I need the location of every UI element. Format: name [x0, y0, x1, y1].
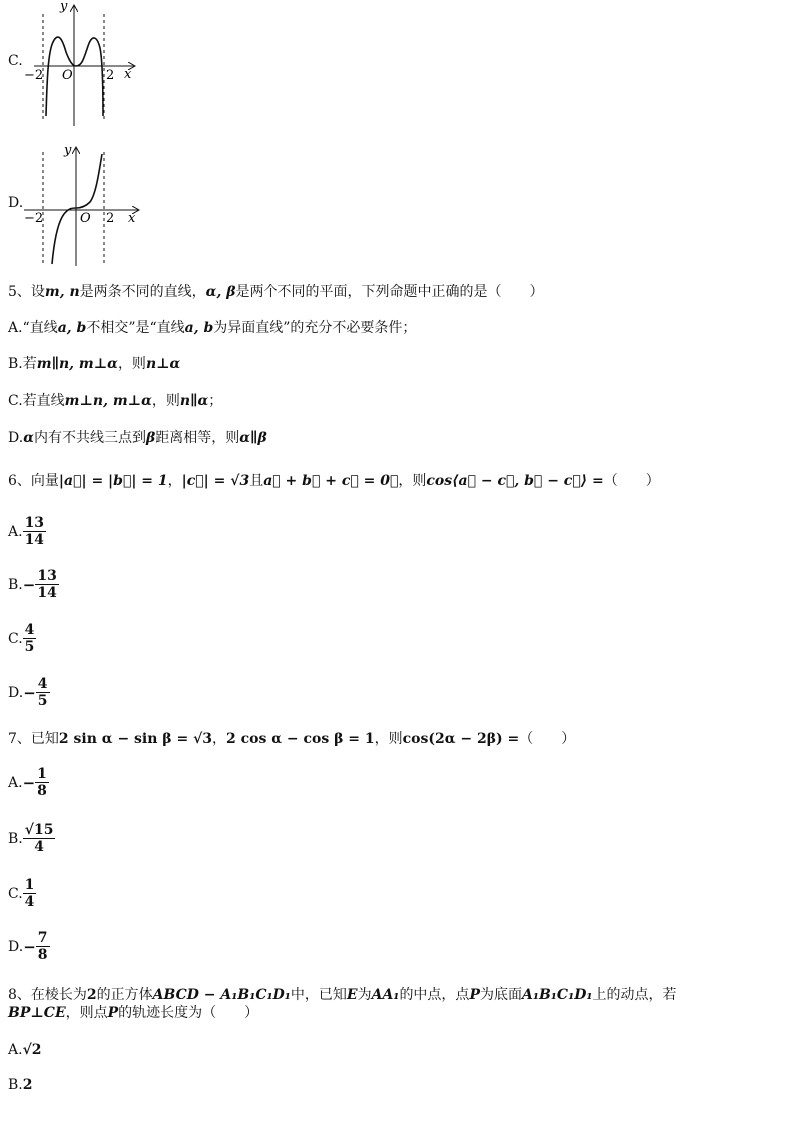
- q7-text-2: （ ）: [519, 731, 576, 747]
- q8-cube-name: ABCD − A₁B₁C₁D₁: [152, 987, 291, 1003]
- q6-c-fraction: [23, 622, 37, 656]
- q8-option-a: [8, 1040, 42, 1060]
- q7-expr-1: 2 sin α − sin β = √3: [58, 731, 213, 747]
- q6-c-numerator: 4: [24, 622, 35, 638]
- q8-stem-line-1: [8, 985, 676, 1005]
- q6-d-label: D.: [8, 685, 24, 701]
- graph-c-tick-left: −2: [24, 68, 44, 83]
- q8-line2-point-p: P: [107, 1005, 119, 1021]
- q8-segment-aa1: AA₁: [371, 987, 400, 1003]
- q8-option-b: [8, 1075, 33, 1095]
- q6-c-label: C.: [8, 631, 23, 647]
- graph-option-c: [6, 0, 146, 130]
- q6-text-2: ，则: [398, 473, 427, 489]
- q5-c-text-3: ；: [208, 393, 223, 409]
- q6-text-1: 且: [249, 473, 264, 489]
- q8-line2-text-2: 的轨迹长度为（ ）: [118, 1005, 259, 1021]
- q6-sep: ，: [167, 473, 182, 489]
- q5-d-text-2: 内有不共线三点到: [33, 430, 146, 446]
- graph-c-label: C.: [8, 53, 23, 69]
- q8-number: 8、在棱长为: [8, 987, 87, 1003]
- q7-b-denominator: 4: [23, 838, 56, 856]
- q6-option-b: [8, 568, 59, 602]
- q8-a-label: A.: [8, 1042, 23, 1058]
- q6-c-denominator: 5: [24, 639, 35, 655]
- q8-text-4: 的中点，点: [399, 987, 470, 1003]
- q7-d-label: D.: [8, 939, 24, 955]
- graph-d-tick-right: 2: [106, 211, 115, 226]
- q7-option-d: [8, 930, 50, 964]
- graph-d-x-label: x: [128, 211, 136, 226]
- graph-d-origin: O: [80, 211, 91, 226]
- q5-a-text-2: 不相交”是“直线: [86, 320, 185, 336]
- q7-c-denominator: 4: [24, 894, 35, 910]
- q5-lines-expr: m, n: [44, 284, 80, 300]
- q7-a-numerator: 1: [37, 766, 47, 782]
- q7-d-sign: −: [23, 938, 36, 956]
- q5-option-a: [8, 318, 416, 338]
- q5-stem: [8, 282, 544, 302]
- q8-text-6: 上的动点，若: [592, 987, 677, 1003]
- q8-stem-line-2: [8, 1003, 258, 1023]
- q7-c-label: C.: [8, 886, 23, 902]
- q7-d-denominator: 8: [37, 947, 48, 963]
- graph-c-origin: O: [62, 68, 73, 83]
- q7-b-numerator: √15: [24, 822, 54, 838]
- q7-option-a: [8, 766, 49, 800]
- q6-stem: [8, 471, 660, 491]
- q7-b-label: B.: [8, 831, 23, 847]
- q5-d-expr-3: α∥β: [239, 430, 267, 446]
- graph-d-y-label: y: [64, 143, 72, 158]
- q5-d-expr-1: α: [23, 430, 34, 446]
- q5-option-d: [8, 428, 267, 448]
- q5-a-expr-1: a, b: [57, 320, 87, 336]
- q7-a-label: A.: [8, 775, 23, 791]
- q5-a-expr-2: a, b: [184, 320, 214, 336]
- q5-d-text-3: 距离相等，则: [155, 430, 240, 446]
- q5-d-expr-2: β: [145, 430, 156, 446]
- q6-b-sign: −: [22, 576, 36, 594]
- q7-expr-3: cos(2α − 2β) =: [402, 731, 520, 747]
- q5-a-text-1: A.“直线: [8, 320, 58, 336]
- q6-a-label: A.: [8, 524, 23, 540]
- q7-b-fraction: [23, 822, 56, 856]
- q6-d-denominator: 5: [37, 693, 48, 709]
- q5-c-expr-1: m⊥n, m⊥α: [64, 393, 152, 409]
- q8-base-face: A₁B₁C₁D₁: [521, 987, 593, 1003]
- graph-c-plot: [6, 0, 146, 130]
- q7-sep: ，: [212, 731, 227, 747]
- q5-a-text-3: 为异面直线”的充分不必要条件；: [213, 320, 417, 336]
- q8-text-3: 为: [357, 987, 372, 1003]
- q7-c-fraction: [23, 877, 37, 911]
- q5-c-expr-2: n∥α: [179, 393, 209, 409]
- graph-c-tick-right: 2: [106, 68, 115, 83]
- graph-d-tick-left: −2: [24, 211, 44, 226]
- q8-line2-text-1: ，则点: [65, 1005, 108, 1021]
- graph-d-plot: [6, 142, 146, 268]
- q7-text-1: ，则: [374, 731, 403, 747]
- q5-stem-text-2: 是两个不同的平面，下列命题中正确的是（ ）: [235, 284, 544, 300]
- graph-d-label: D.: [8, 195, 24, 211]
- q6-b-fraction: [35, 568, 58, 602]
- q6-expr-1: |a⃗| = |b⃗| = 1: [58, 473, 168, 489]
- q7-d-numerator: 7: [37, 930, 48, 946]
- q5-number: 5、设: [8, 284, 45, 300]
- q5-option-c: [8, 391, 222, 411]
- q7-stem: [8, 729, 575, 749]
- q6-d-sign: −: [23, 684, 36, 702]
- q7-c-numerator: 1: [24, 877, 35, 893]
- q6-a-denominator: 14: [24, 532, 45, 548]
- q5-option-b: [8, 354, 180, 374]
- q8-b-value: 2: [22, 1077, 33, 1093]
- graph-c-y-label: y: [60, 0, 68, 14]
- q7-a-denominator: 8: [37, 783, 47, 799]
- q6-a-numerator: 13: [24, 515, 45, 531]
- graph-option-d: [6, 142, 146, 268]
- q6-d-numerator: 4: [37, 676, 48, 692]
- q7-a-fraction: [35, 766, 49, 800]
- q5-c-text-2: ，则: [151, 393, 180, 409]
- graph-c-x-label: x: [124, 67, 132, 82]
- q5-b-text-2: ，则: [117, 356, 146, 372]
- q5-planes-expr: α, β: [205, 284, 236, 300]
- q6-option-a: [8, 515, 46, 549]
- q5-b-text-1: B.若: [8, 356, 37, 372]
- q7-d-fraction: [36, 930, 50, 964]
- q5-stem-text-1: 是两条不同的直线，: [79, 284, 206, 300]
- q7-option-b: [8, 822, 55, 856]
- q6-text-3: （ ）: [603, 473, 660, 489]
- q6-b-numerator: 13: [37, 568, 57, 584]
- q7-expr-2: 2 cos α − cos β = 1: [226, 731, 375, 747]
- q6-d-fraction: [36, 676, 50, 710]
- q7-option-c: [8, 877, 36, 911]
- q6-a-fraction: [23, 515, 46, 549]
- q6-number: 6、向量: [8, 473, 59, 489]
- q6-expr-2: |c⃗| = √3: [181, 473, 250, 489]
- q8-condition: BP⊥CE: [8, 1005, 66, 1021]
- q7-number: 7、已知: [8, 731, 59, 747]
- q6-option-d: [8, 676, 50, 710]
- q6-option-c: [8, 622, 36, 656]
- q6-expr-4: cos⟨a⃗ − c⃗, b⃗ − c⃗⟩ =: [426, 473, 604, 489]
- q6-expr-3: a⃗ + b⃗ + c⃗ = 0⃗: [263, 473, 399, 489]
- q5-c-text-1: C.若直线: [8, 393, 65, 409]
- q7-a-sign: −: [22, 774, 36, 792]
- q8-text-5: 为底面: [479, 987, 522, 1003]
- q8-text-2: 中，已知: [290, 987, 347, 1003]
- q5-b-expr-1: m∥n, m⊥α: [36, 356, 118, 372]
- q5-b-expr-2: n⊥α: [145, 356, 181, 372]
- q5-d-text-1: D.: [8, 430, 24, 446]
- q8-text-1: 的正方体: [96, 987, 153, 1003]
- q8-point-e: E: [346, 987, 358, 1003]
- q8-point-p: P: [469, 987, 480, 1003]
- q6-b-denominator: 14: [37, 585, 57, 601]
- q8-a-value: √2: [22, 1042, 42, 1058]
- q6-b-label: B.: [8, 577, 23, 593]
- q8-edge-length: 2: [86, 987, 97, 1003]
- q8-b-label: B.: [8, 1077, 23, 1093]
